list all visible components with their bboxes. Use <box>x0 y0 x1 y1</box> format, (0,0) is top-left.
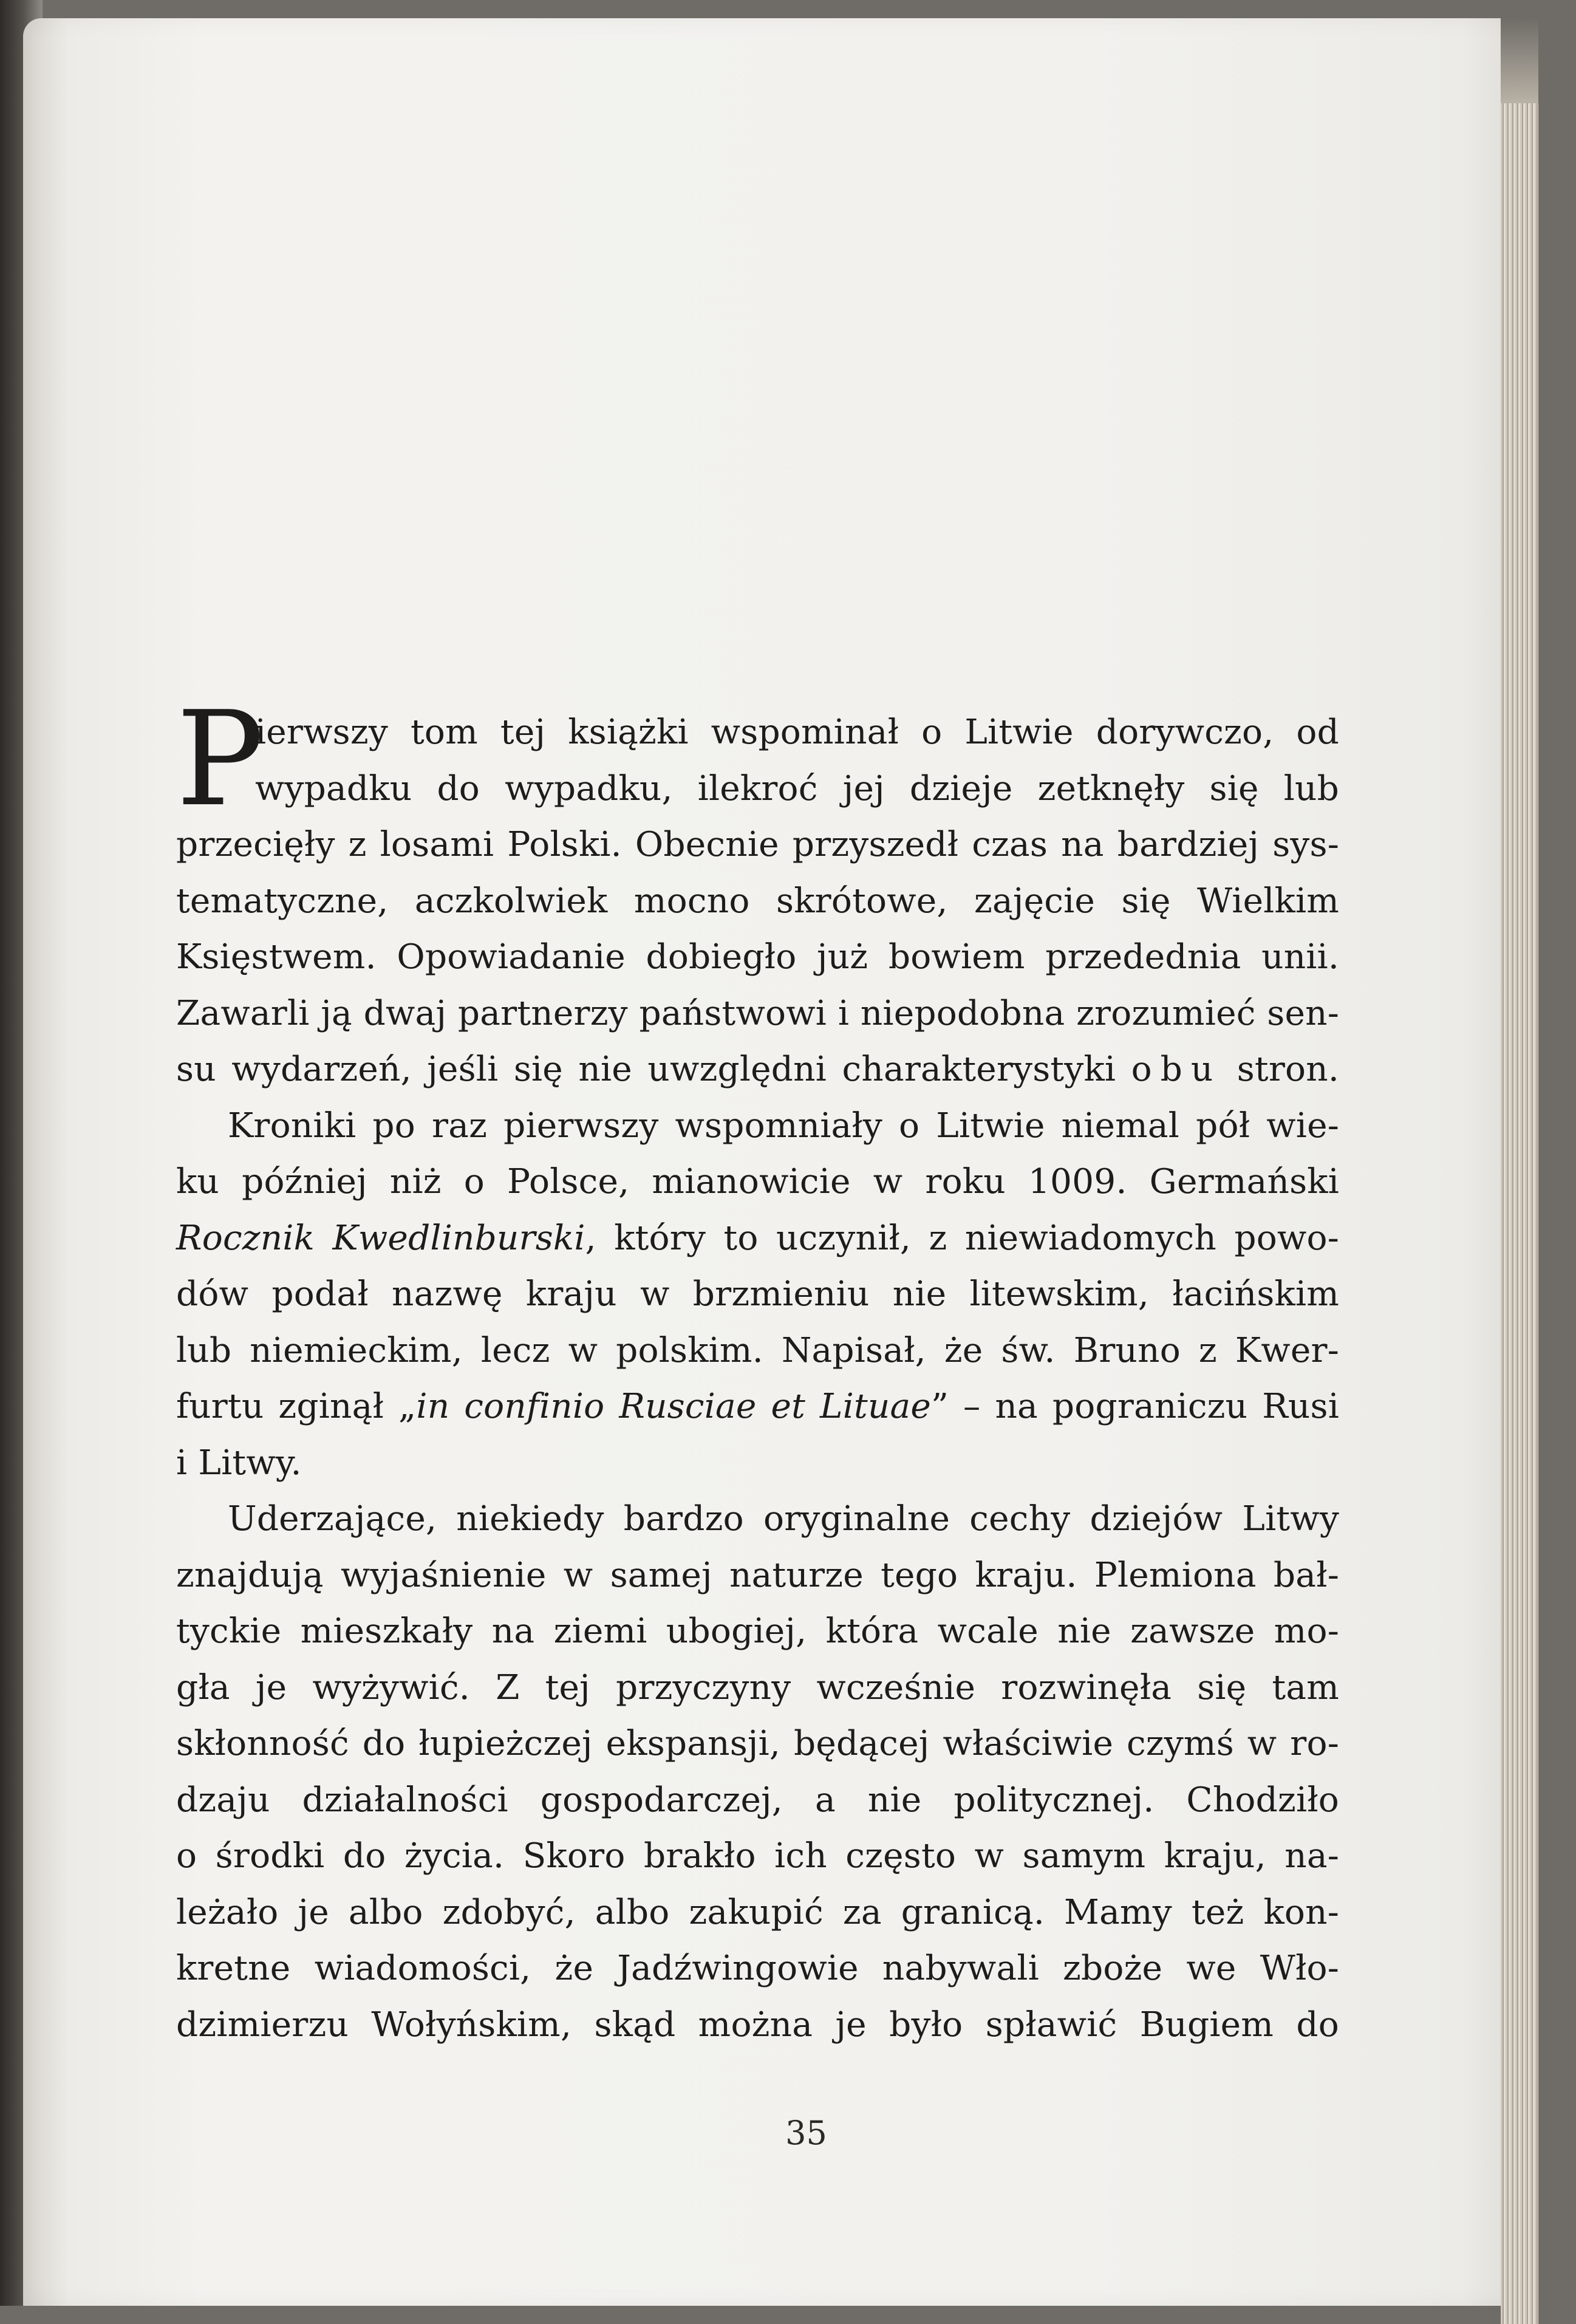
paragraph1-line7 <box>176 1042 1339 1098</box>
paragraph1-line7-spaced-word: obu <box>1131 1050 1222 1089</box>
paragraph3-line3: tyckie mieszkały na ziemi ubogiej, która wcale nie zawsze mo- <box>176 1611 1339 1651</box>
drop-cap-letter: P <box>176 683 264 835</box>
paragraph3-line10: dzimierzu Wołyńskim, skąd można je było spławić Bugiem do <box>176 2004 1339 2045</box>
paragraph3-line9: kretne wiadomości, że Jadźwingowie nabywali zboże we Wło- <box>176 1949 1339 1988</box>
paragraph3-line1: Uderzające, niekiedy bardzo oryginalne cechy dziejów Litwy <box>228 1499 1339 1539</box>
paragraph3-line5: skłonność do łupieżczej ekspansji, będącej właściwie czymś w ro- <box>176 1724 1339 1763</box>
book-title-italic: Rocznik Kwedlinburski <box>176 1218 585 1258</box>
paragraph2-line3 <box>176 1211 1339 1267</box>
paragraph1-line5: Księstwem. Opowiadanie dobiegło już bowiem przedednia unii. <box>176 937 1339 977</box>
paragraph3-line7: o środki do życia. Skoro brakło ich często w samym kraju, na- <box>176 1836 1339 1876</box>
paragraph3-line8: leżało je albo zdobyć, albo zakupić za granicą. Mamy też kon- <box>176 1892 1339 1932</box>
latin-quote-italic: in confinio Rusciae et Lituae <box>416 1387 931 1426</box>
paragraph3-line2: znajdują wyjaśnienie w samej naturze tego kraju. Plemiona bał- <box>176 1555 1339 1595</box>
paragraph2-line1: Kroniki po raz pierwszy wspomniały o Litwie niemal pół wie- <box>228 1106 1339 1146</box>
paragraph2-line3-rest: , który to uczynił, z niewiadomych powo- <box>585 1218 1339 1258</box>
paragraph2-line6 <box>176 1379 1339 1435</box>
paragraph1-line7-text-b: stron. <box>1221 1050 1339 1089</box>
paragraph1-line4: tematyczne, aczkolwiek mocno skrótowe, zajęcie się Wielkim <box>176 881 1339 921</box>
paragraph1-line1: ierwszy tom tej książki wspominał o Litwie dorywczo, od <box>255 713 1339 752</box>
paragraph2-line4: dów podał nazwę kraju w brzmieniu nie litewskim, łacińskim <box>176 1274 1339 1314</box>
paragraph2-line7: i Litwy. <box>176 1443 302 1483</box>
paragraph1-line2: wypadku do wypadku, ilekroć jej dzieje zetknęły się lub <box>255 768 1339 808</box>
body-text <box>176 705 1339 2053</box>
paragraph1-line3: przecięły z losami Polski. Obecnie przyszedł czas na bardziej sys- <box>176 825 1339 864</box>
paragraph1-line6: Zawarli ją dwaj partnerzy państwowi i niepodobna zrozumieć sen- <box>176 993 1339 1033</box>
page-number: 35 <box>785 2114 827 2152</box>
paragraph3-line4: gła je wyżywić. Z tej przyczyny wcześnie rozwinęła się tam <box>176 1667 1339 1707</box>
paragraph2-line6-text-a: furtu zginął „ <box>176 1387 417 1426</box>
page-edges-top <box>1501 18 1538 103</box>
paragraph2-line5: lub niemieckim, lecz w polskim. Napisał, że św. Bruno z Kwer- <box>176 1330 1339 1370</box>
paragraph2-line2: ku później niż o Polsce, mianowicie w roku 1009. Germański <box>176 1162 1339 1201</box>
paragraph2-line6-text-b: ” – na pograniczu Rusi <box>930 1387 1339 1426</box>
paragraph3-line6: dzaju działalności gospodarczej, a nie politycznej. Chodziło <box>176 1780 1339 1820</box>
page-edges-stack <box>1501 103 1538 2324</box>
paragraph1-line7-text-a: su wydarzeń, jeśli się nie uwzględni charakterystyki <box>176 1050 1131 1089</box>
